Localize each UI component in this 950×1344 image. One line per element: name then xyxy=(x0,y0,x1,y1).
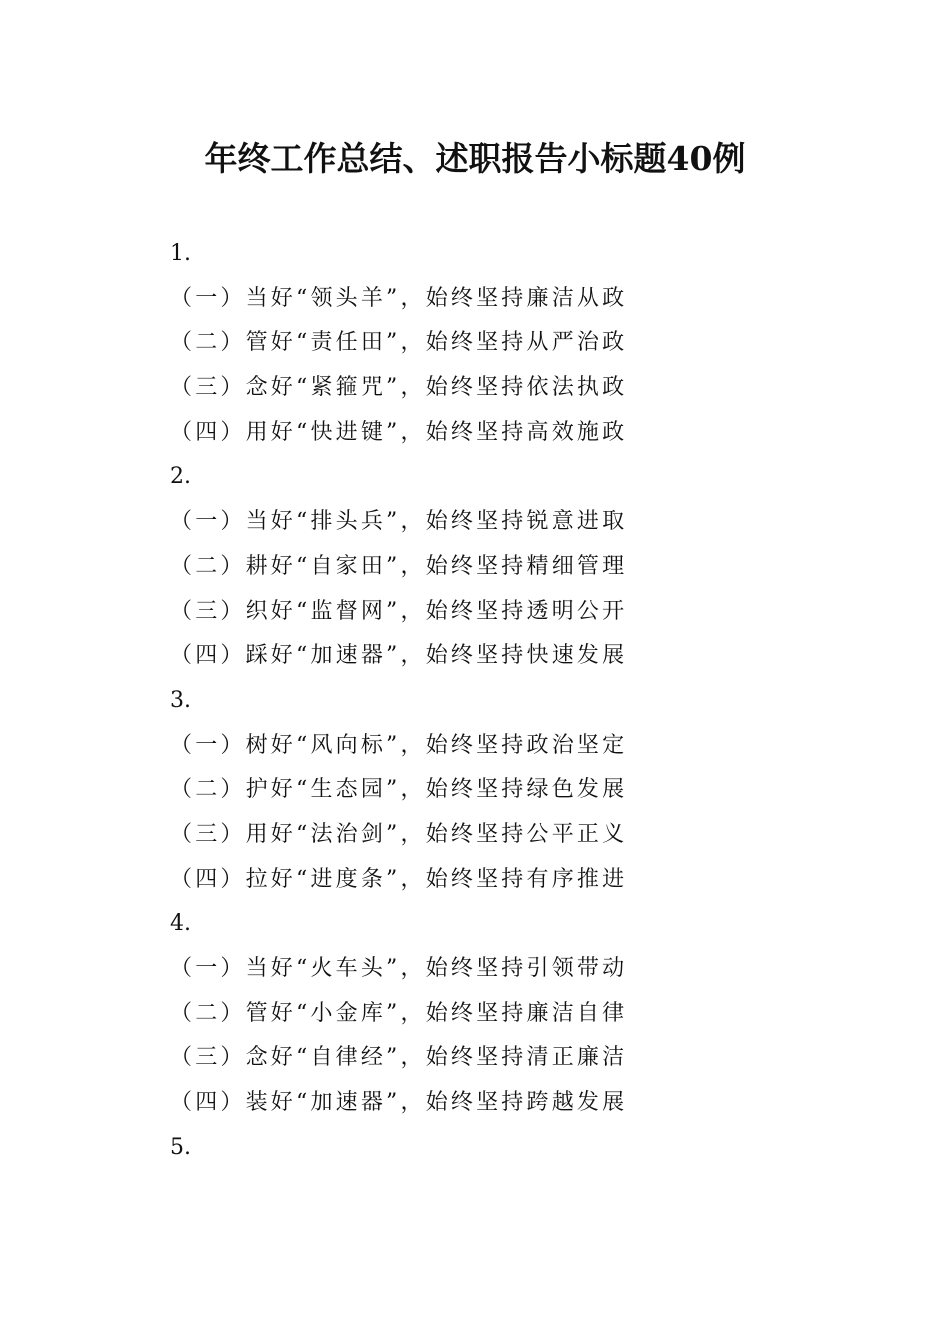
section-number: 2. xyxy=(170,464,191,490)
list-item: （三）念好“紧箍咒”，始终坚持依法执政 xyxy=(170,375,628,401)
document-body xyxy=(170,232,790,1170)
section-number: 1. xyxy=(170,241,191,266)
list-item: （四）拉好“进度条”，始终坚持有序推进 xyxy=(170,866,628,892)
section-number: 3. xyxy=(170,687,191,713)
list-item: （二）耕好“自家田”，始终坚持精细管理 xyxy=(170,553,628,579)
document-title: 年终工作总结、述职报告小标题40例 xyxy=(204,139,746,178)
list-item: （一）当好“火车头”，始终坚持引领带动 xyxy=(170,956,628,981)
list-item: （一）树好“风向标”，始终坚持政治坚定 xyxy=(170,732,628,758)
section-number: 5. xyxy=(170,1134,191,1160)
list-item: （二）管好“责任田”，始终坚持从严治政 xyxy=(170,330,628,356)
list-item: （二）管好“小金库”，始终坚持廉洁自律 xyxy=(170,1000,628,1026)
list-item: （四）装好“加速器”，始终坚持跨越发展 xyxy=(170,1090,628,1116)
list-item: （三）织好“监督网”，始终坚持透明公开 xyxy=(170,598,628,624)
section-number: 4. xyxy=(170,911,191,937)
list-item: （四）用好“快进键”，始终坚持高效施政 xyxy=(170,419,628,445)
list-item: （三）用好“法治剑”，始终坚持公平正义 xyxy=(170,821,628,847)
list-item: （四）踩好“加速器”，始终坚持快速发展 xyxy=(170,643,628,669)
list-item: （二）护好“生态园”，始终坚持绿色发展 xyxy=(170,777,628,803)
list-item: （三）念好“自律经”，始终坚持清正廉洁 xyxy=(170,1045,628,1071)
list-item: （一）当好“领头羊”，始终坚持廉洁从政 xyxy=(170,285,628,311)
list-item: （一）当好“排头兵”，始终坚持锐意进取 xyxy=(170,509,628,535)
